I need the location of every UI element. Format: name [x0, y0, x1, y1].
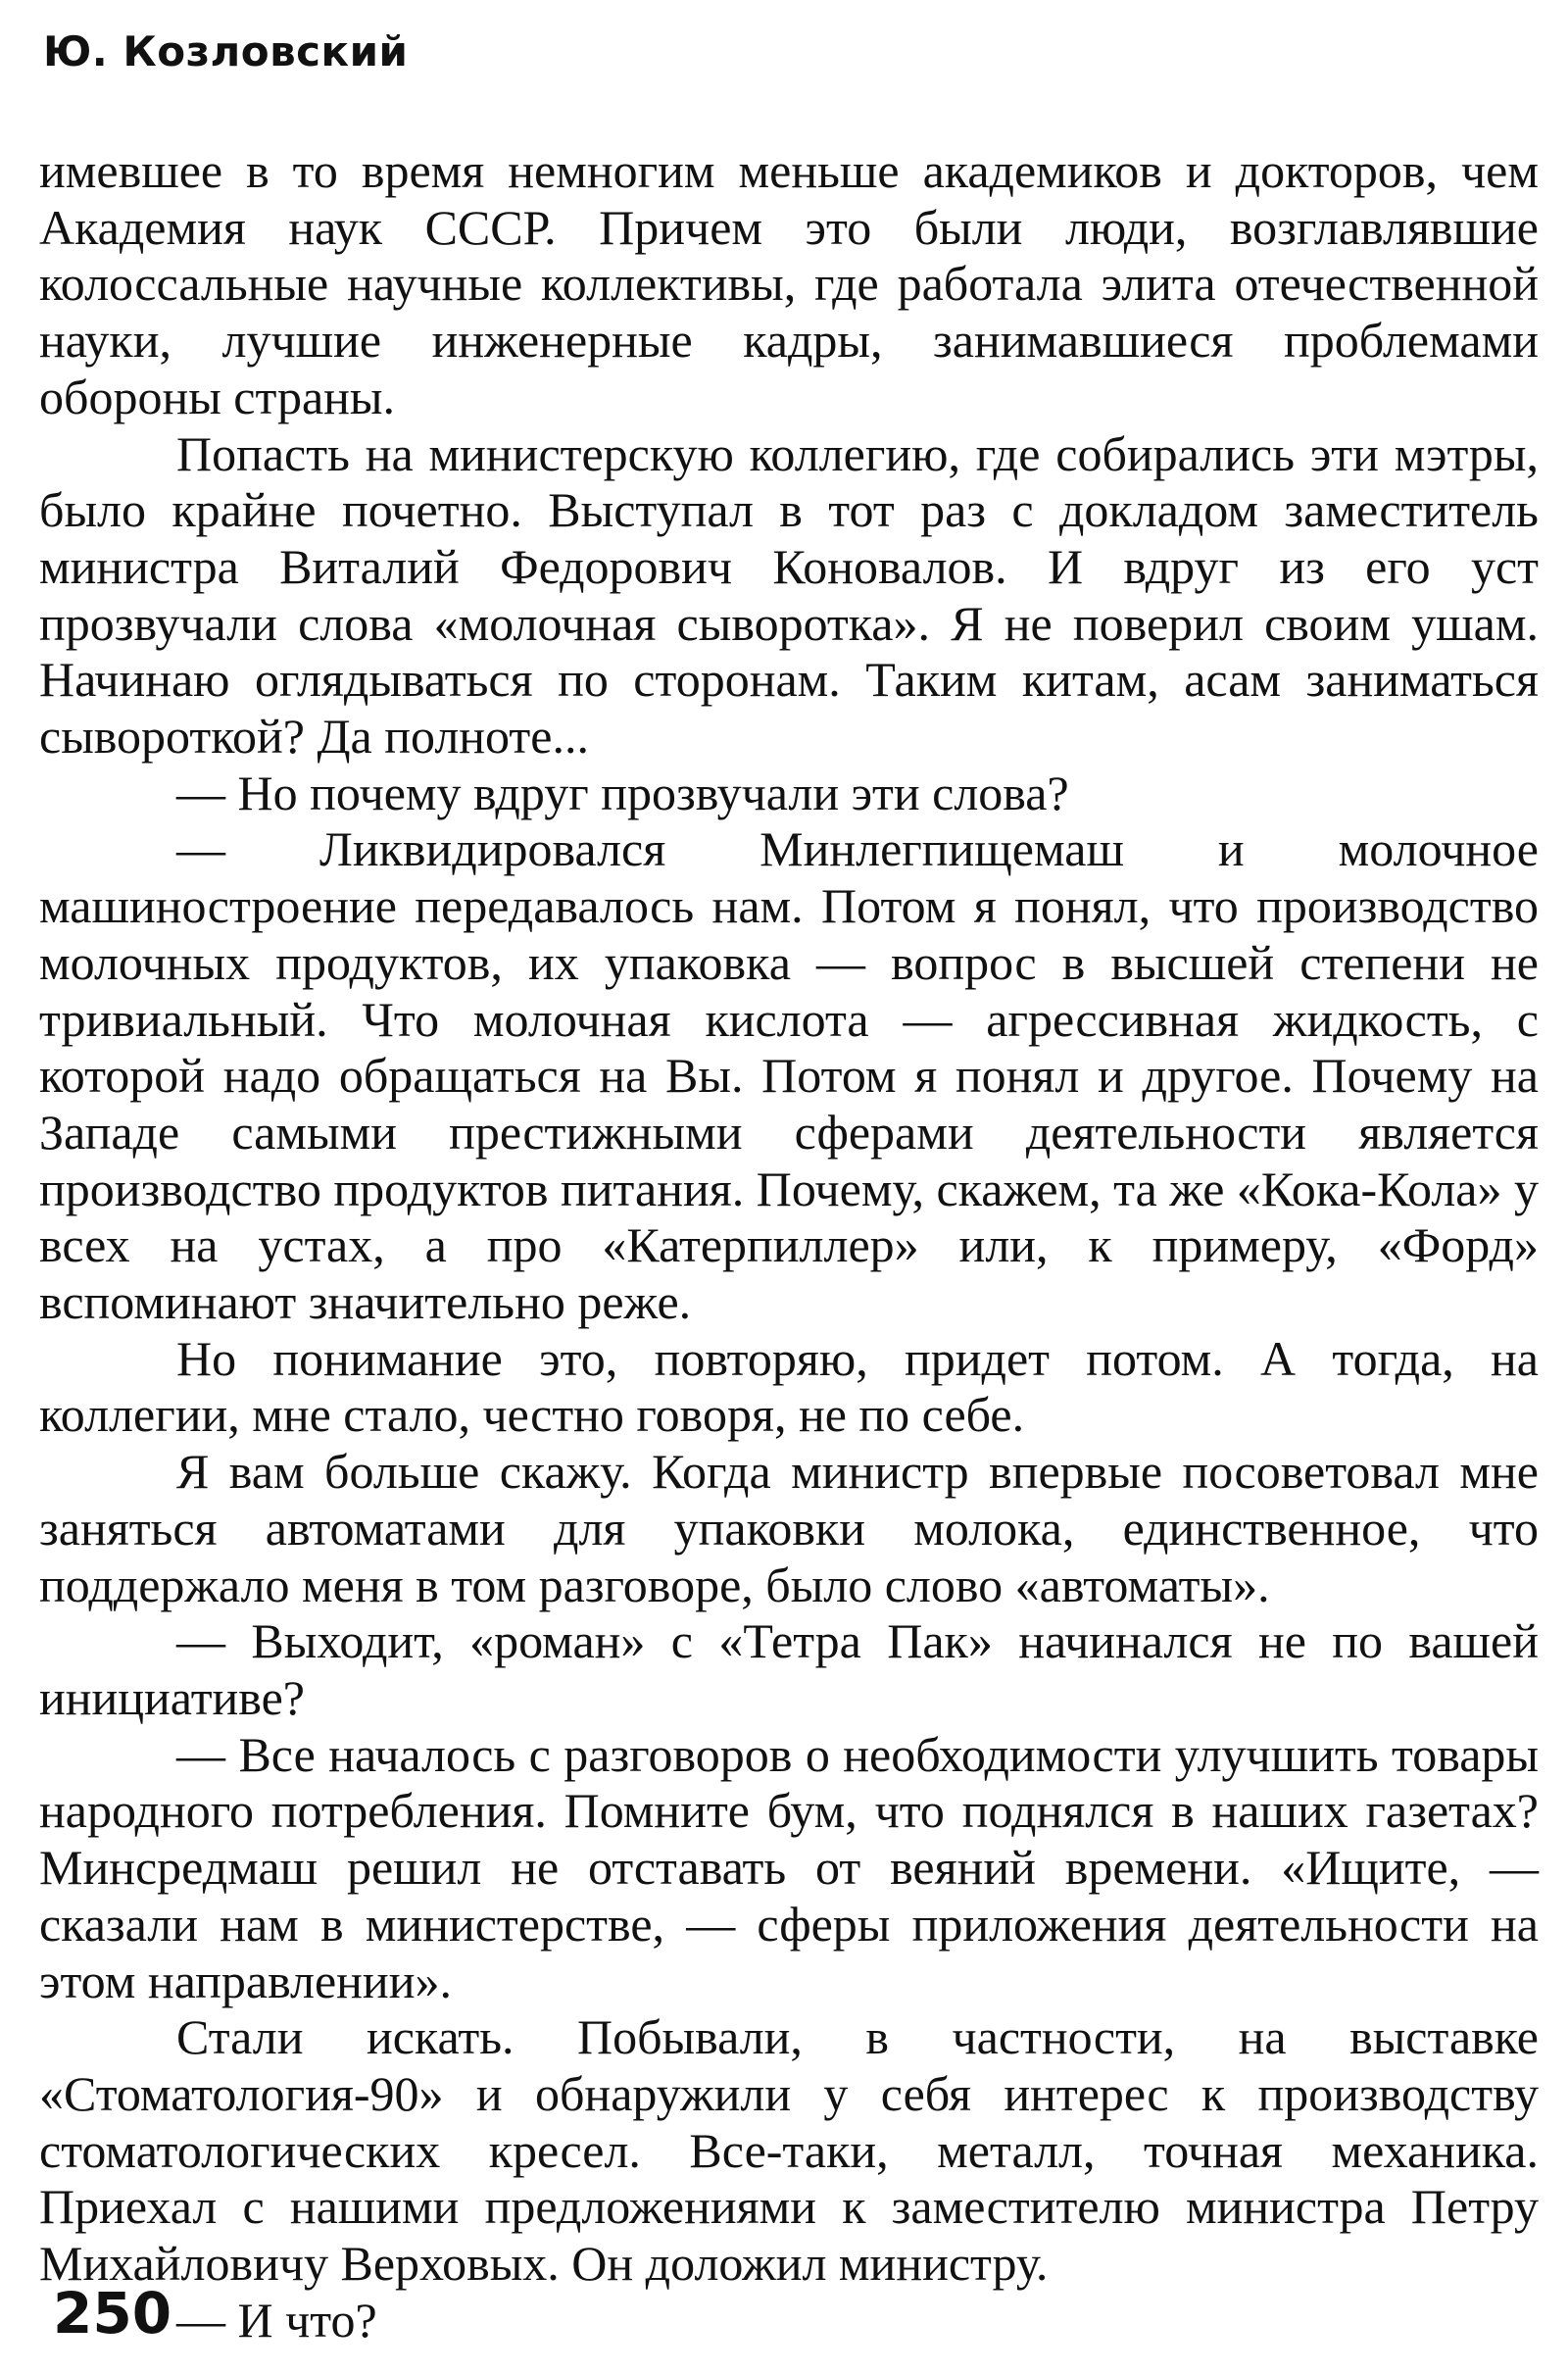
paragraph-4: — Ликвидировался Минлегпищемаш и молочное машиностроение передавалось нам. Потом я понял, что производство молочных продуктов, их упаковка — вопрос в высшей степени не тривиальный. Что молочная кислота — агрессивная жидкость, с которой надо обращаться на Вы. Потом я понял и другое. Почему на Западе самыми престижными сферами деятельности является производство продуктов питания. Почему, скажем, та же «Кока-Кола» у всех на устах, а про «Катерпиллер» или, к примеру, «Форд» вспоминают значительно реже.	[39, 821, 1539, 1330]
paragraph-5: Но понимание это, повторяю, придет потом. А тогда, на коллегии, мне стало, честно говоря, не по себе.	[39, 1330, 1539, 1443]
paragraph-9: Стали искать. Побывали, в частности, на выставке «Стоматология-90» и обнаружили у себя интерес к производству стоматологических кресел. Все-таки, металл, точная механика. Приехал с нашими предложениями к заместителю министра Петру Михайловичу Верховых. Он доложил министру.	[39, 2009, 1539, 2292]
body-text	[39, 143, 1539, 2348]
page-number: 250	[53, 2280, 172, 2347]
paragraph-7: — Выходит, «роман» с «Тетра Пак» начинался не по вашей инициативе?	[39, 1613, 1539, 1725]
paragraph-8: — Все началось с разговоров о необходимости улучшить товары народного потребления. Помните бум, что поднялся в наших газетах? Минсредмаш решил не отставать от веяний времени. «Ищите, — сказали нам в министерстве, — сферы приложения деятельности на этом направлении».	[39, 1726, 1539, 2008]
running-head-author: Ю. Козловский	[43, 27, 409, 75]
paragraph-2: Попасть на министерскую коллегию, где собирались эти мэтры, было крайне почетно. Выступал в тот раз с докладом заместитель министра Виталий Федорович Коновалов. И вдруг из его уст прозвучали слова «молочная сыворотка». Я не поверил своим ушам. Начинаю оглядываться по сторонам. Таким китам, асам заниматься сывороткой? Да полноте...	[39, 425, 1539, 765]
paragraph-10: — И что?	[176, 2292, 377, 2348]
paragraph-6: Я вам больше скажу. Когда министр впервые посоветовал мне заняться автоматами для упаковки молока, единственное, что поддержало меня в том разговоре, было слово «автоматы».	[39, 1444, 1539, 1612]
paragraph-1: имевшее в то время немногим меньше академиков и докторов, чем Академия наук СССР. Причем это были люди, возглавлявшие колоссальные научные коллективы, где работала элита отечественной науки, лучшие инженерные кадры, занимавшиеся проблемами обороны страны.	[39, 143, 1539, 424]
paragraph-3: — Но почему вдруг прозвучали эти слова?	[176, 765, 1069, 820]
